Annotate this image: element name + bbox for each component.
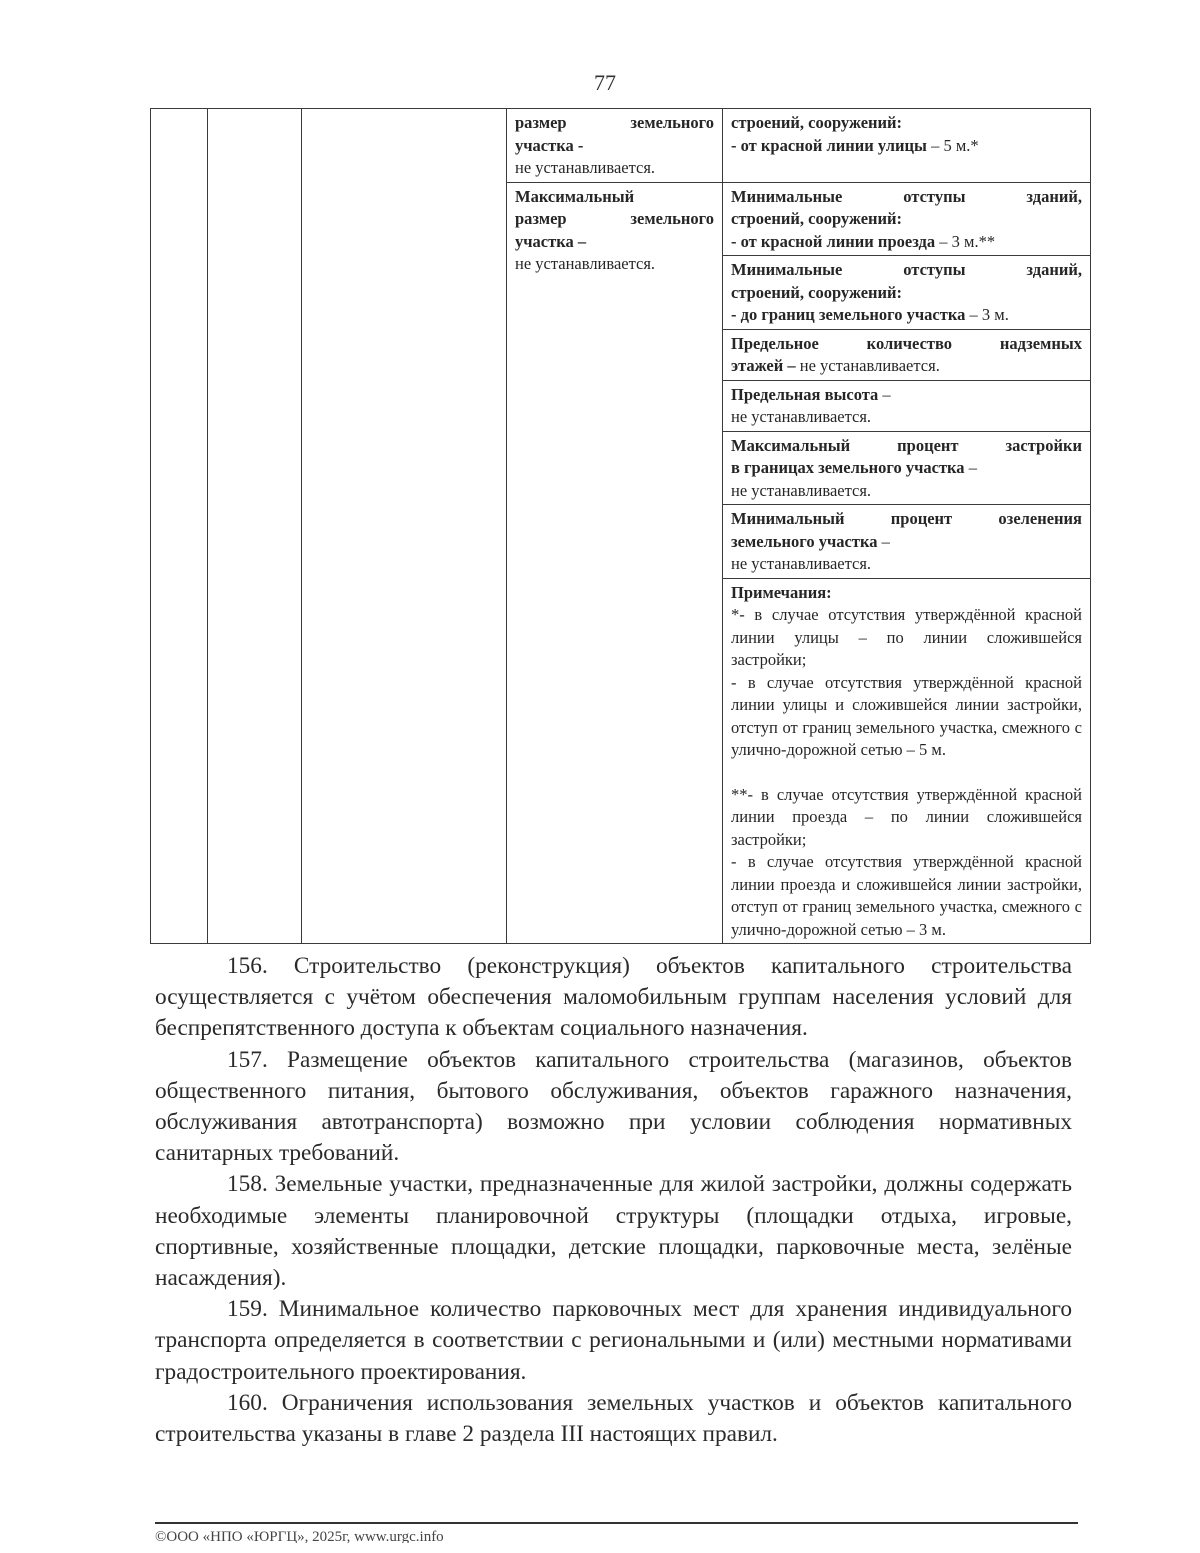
param-cell-height bbox=[723, 380, 1091, 431]
note-paragraph: - в случае отсутствия утверждённой красной линии проезда и сложившейся линии застройки, отступ от границ земельного участка, смежного с улично-дорожной сетью – 3 м. bbox=[731, 852, 1082, 939]
param-text: Предельное количество надземных bbox=[731, 333, 1082, 353]
size-cell-min bbox=[507, 109, 723, 183]
size-text: участка – bbox=[515, 231, 587, 251]
param-cell-setback-street bbox=[723, 109, 1091, 183]
size-text: размер земельного bbox=[515, 209, 714, 228]
param-text: - от красной линии улицы bbox=[731, 135, 927, 155]
param-text: - до границ земельного участка bbox=[731, 305, 966, 324]
note-paragraph: **- в случае отсутствия утверждённой красной линии проезда – по линии сложившейся застройки; bbox=[731, 784, 1082, 849]
param-value: – 3 м.** bbox=[935, 231, 996, 251]
param-value: не устанавливается. bbox=[731, 480, 872, 500]
table-row bbox=[151, 109, 1091, 183]
regulations-table bbox=[150, 108, 1091, 944]
param-text: Предельная высота bbox=[731, 384, 879, 404]
notes-title: Примечания: bbox=[731, 582, 832, 602]
param-cell-max-coverage bbox=[723, 431, 1091, 505]
paragraph-159: 159. Минимальное количество парковочных мест для хранения индивидуального транспорта определяется в соответствии с региональными и (или) местными нормативами градостроительного проектирования. bbox=[155, 1296, 1072, 1385]
param-value: – 3 м. bbox=[965, 305, 1009, 324]
param-value: не устанавливается. bbox=[731, 407, 872, 426]
size-text: Максимальный bbox=[515, 186, 635, 206]
param-cell-min-greenery bbox=[723, 505, 1091, 579]
notes-cell bbox=[723, 578, 1091, 944]
body-text bbox=[155, 951, 1072, 1450]
page-number: 77 bbox=[594, 70, 616, 95]
table-cell-col2 bbox=[208, 109, 302, 944]
param-value: – bbox=[964, 458, 977, 477]
param-value: – 5 м.* bbox=[926, 135, 979, 155]
param-text: строений, сооружений: bbox=[731, 209, 903, 228]
param-text: Минимальный процент озеленения bbox=[731, 509, 1082, 528]
param-value: – bbox=[877, 531, 890, 551]
param-value: не устанавливается. bbox=[731, 554, 872, 573]
param-text: - от красной линии проезда bbox=[731, 231, 936, 251]
note-paragraph: - в случае отсутствия утверждённой красной линии улицы и сложившейся линии застройки, отступ от границ земельного участка, смежного с улично-дорожной сетью – 5 м. bbox=[731, 672, 1082, 759]
param-cell-setback-passage bbox=[723, 182, 1091, 256]
paragraph-156: 156. Строительство (реконструкция) объектов капитального строительства осуществляется с учётом обеспечения маломобильным группам населения условий для беспрепятственного доступа к объектам социального назначения. bbox=[155, 953, 1072, 1042]
note-paragraph: *- в случае отсутствия утверждённой красной линии улицы – по линии сложившейся застройки; bbox=[731, 605, 1082, 669]
size-cell-max bbox=[507, 182, 723, 944]
param-text: строений, сооружений: bbox=[731, 113, 903, 132]
size-text: размер земельного bbox=[515, 113, 714, 132]
footer-copyright: ©ООО «НПО «ЮРГЦ», 2025г, www.urgc.info bbox=[155, 1529, 444, 1543]
paragraph-160: 160. Ограничения использования земельных участков и объектов капитального строительства указаны в главе 2 раздела III настоящих правил. bbox=[155, 1389, 1072, 1448]
footer-divider bbox=[155, 1522, 1078, 1524]
param-text: Минимальные отступы зданий, bbox=[731, 260, 1082, 279]
param-cell-setback-plot bbox=[723, 256, 1091, 330]
param-text: этажей – bbox=[731, 356, 796, 375]
param-value: не устанавливается. bbox=[795, 356, 940, 375]
paragraph-157: 157. Размещение объектов капитального строительства (магазинов, объектов общественного питания, бытового обслуживания, объектов гаражного назначения, обслуживания автотранспорта) возможно при условии соблюдения нормативных санитарных требований. bbox=[155, 1046, 1072, 1167]
size-text: участка - bbox=[515, 135, 584, 155]
param-cell-floors bbox=[723, 329, 1091, 380]
param-text: Максимальный процент застройки bbox=[731, 435, 1082, 455]
table-cell-col1 bbox=[151, 109, 208, 944]
param-text: в границах земельного участка bbox=[731, 458, 965, 477]
table-cell-col3 bbox=[302, 109, 507, 944]
size-text: не устанавливается. bbox=[515, 158, 656, 177]
param-value: – bbox=[878, 384, 891, 404]
param-text: Минимальные отступы зданий, bbox=[731, 186, 1082, 206]
param-text: строений, сооружений: bbox=[731, 282, 903, 302]
param-text: земельного участка bbox=[731, 531, 878, 551]
size-text: не устанавливается. bbox=[515, 254, 656, 273]
paragraph-158: 158. Земельные участки, предназначенные для жилой застройки, должны содержать необходимые элементы планировочной структуры (площадки отдыха, игровые, спортивные, хозяйственные площадки, детские площадки, парковочные места, зелёные насаждения). bbox=[155, 1171, 1072, 1292]
